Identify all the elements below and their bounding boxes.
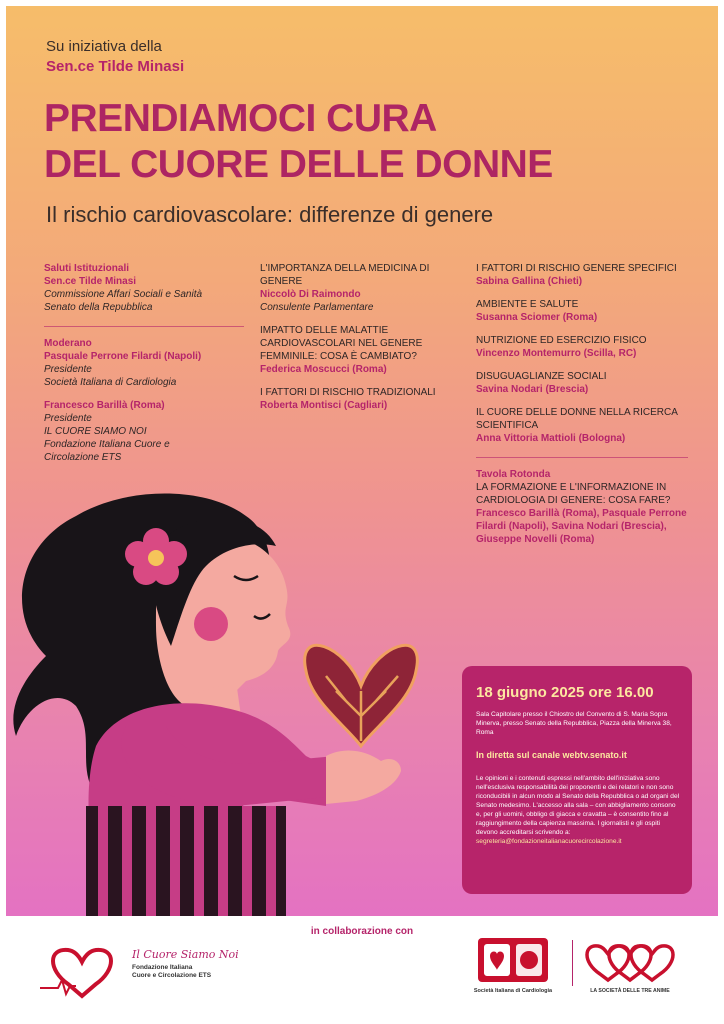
- program-speaker: Roberta Montisci (Cagliari): [260, 400, 388, 411]
- program-column-2: [260, 262, 460, 422]
- program-item: [476, 370, 688, 396]
- contact-email-link[interactable]: segreteria@fondazioneitalianacuorecircolazione.it: [476, 838, 622, 845]
- page-title: [44, 96, 553, 188]
- title-line-1: PRENDIAMOCI CURA: [44, 97, 437, 140]
- hand-shape: [326, 751, 401, 804]
- saluti-heading: Saluti Istituzionali: [44, 263, 130, 274]
- divider: [476, 457, 688, 458]
- program-item: [476, 406, 688, 445]
- saluti-role: Senato della Repubblica: [44, 302, 153, 313]
- sic-emblem-icon: [468, 934, 558, 986]
- program-topic: NUTRIZIONE ED ESERCIZIO FISICO: [476, 335, 647, 346]
- promoter-name: Sen.ce Tilde Minasi: [46, 58, 185, 75]
- moderator-role: Circolazione ETS: [44, 452, 122, 463]
- woman-heart-illustration: [6, 476, 466, 916]
- page-subtitle: Il rischio cardiovascolare: differenze di genere: [46, 202, 494, 227]
- moderator-name: Pasquale Perrone Filardi (Napoli): [44, 351, 202, 362]
- tavola-heading: Tavola Rotonda: [476, 469, 551, 480]
- csn-subtitle: [132, 964, 211, 980]
- program-speaker: Anna Vittoria Mattioli (Bologna): [476, 433, 626, 444]
- program-column-1: [44, 262, 244, 464]
- moderano-heading: Moderano: [44, 338, 92, 349]
- live-stream-link[interactable]: In diretta sul canale webtv.senato.it: [476, 750, 627, 760]
- initiative-text: Su iniziativa della: [46, 38, 162, 55]
- moderator-role: Fondazione Italiana Cuore e: [44, 439, 170, 450]
- disclaimer-text: Le opinioni e i contenuti espressi nell'ambito dell'iniziativa sono nell'esclusiva responsabilità dei proponenti e dei relatori e non sono riconducibili in alcun modo al Senato della Repubblica o ad organi del Senato medesimo. L'accesso alla sala – con abbigliamento consono e, per gli uomini, obbligo di giacca e cravatta – è consentito fino al raggiungimento della capienza massima. I giornalisti e gli ospiti devono accreditarsi scrivendo a:: [476, 775, 680, 836]
- logo-societa-italiana-cardiologia: [468, 934, 558, 1004]
- skirt-shape: [86, 806, 286, 916]
- program-topic: DISUGUAGLIANZE SOCIALI: [476, 371, 607, 382]
- moderator-role: Presidente: [44, 364, 92, 375]
- event-disclaimer: [476, 774, 682, 846]
- program-item: [476, 298, 688, 324]
- program-topic: IMPATTO DELLE MALATTIE CARDIOVASCOLARI NEL GENERE FEMMINILE: COSA È CAMBIATO?: [260, 325, 423, 362]
- program-topic: IL CUORE DELLE DONNE NELLA RICERCA SCIENTIFICA: [476, 407, 678, 431]
- program-item: [476, 262, 688, 288]
- program-item: [260, 324, 460, 376]
- program-item: [476, 334, 688, 360]
- program-speaker-role: Consulente Parlamentare: [260, 302, 374, 313]
- footer-divider: [572, 940, 573, 986]
- logo-societa-tre-anime: [580, 934, 680, 1004]
- program-item: [260, 262, 460, 314]
- divider: [44, 326, 244, 327]
- program-topic: L'IMPORTANZA DELLA MEDICINA DI GENERE: [260, 263, 430, 287]
- event-date: 18 giugno 2025 ore 16.00: [476, 684, 654, 701]
- program-speaker: Sabina Gallina (Chieti): [476, 276, 583, 287]
- heart-ecg-icon: [40, 940, 130, 1000]
- program-speaker: Savina Nodari (Brescia): [476, 384, 589, 395]
- moderator-name: Francesco Barillà (Roma): [44, 400, 165, 411]
- sic-label: Società Italiana di Cardiologia: [473, 988, 553, 994]
- program-topic: I FATTORI DI RISCHIO TRADIZIONALI: [260, 387, 436, 398]
- csn-subtitle-line: Cuore e Circolazione ETS: [132, 972, 212, 979]
- collaboration-label: in collaborazione con: [310, 926, 414, 937]
- title-line-2: DEL CUORE DELLE DONNE: [44, 143, 553, 186]
- event-address: Sala Capitolare presso il Chiostro del Convento di S. Maria Sopra Minerva, presso Senato della Repubblica, Piazza della Minerva 38, Roma: [476, 711, 672, 736]
- moderator-role: Società Italiana di Cardiologia: [44, 377, 177, 388]
- program-topic: AMBIENTE E SALUTE: [476, 299, 579, 310]
- three-hearts-icon: [580, 934, 680, 986]
- saluti-role: Commissione Affari Sociali e Sanità: [44, 289, 203, 300]
- csn-subtitle-line: Fondazione Italiana: [132, 964, 193, 971]
- event-info-box: [462, 666, 692, 894]
- sta-label: LA SOCIETÀ DELLE TRE ANIME: [590, 988, 670, 994]
- moderator-role: IL CUORE SIAMO NOI: [44, 426, 147, 437]
- poster: [6, 6, 718, 916]
- program-speaker: Federica Moscucci (Roma): [260, 364, 387, 375]
- program-topic: I FATTORI DI RISCHIO GENERE SPECIFICI: [476, 263, 677, 274]
- program-column-3: [476, 262, 688, 546]
- cheek-shape: [194, 607, 228, 641]
- program-speaker: Niccolò Di Raimondo: [260, 289, 361, 300]
- tavola-topic: LA FORMAZIONE E L'INFORMAZIONE IN CARDIOLOGIA DI GENERE: COSA FARE?: [476, 482, 671, 506]
- program-item: [260, 386, 460, 412]
- program-speaker: Susanna Sciomer (Roma): [476, 312, 598, 323]
- program-speaker: Vincenzo Montemurro (Scilla, RC): [476, 348, 637, 359]
- saluti-name: Sen.ce Tilde Minasi: [44, 276, 137, 287]
- tavola-speakers: Francesco Barillà (Roma), Pasquale Perrone Filardi (Napoli), Savina Nodari (Brescia), Giuseppe Novelli (Roma): [476, 508, 687, 545]
- moderator-role: Presidente: [44, 413, 92, 424]
- logo-il-cuore-siamo-noi: [40, 940, 250, 1000]
- csn-name: Il Cuore Siamo Noi: [132, 948, 239, 961]
